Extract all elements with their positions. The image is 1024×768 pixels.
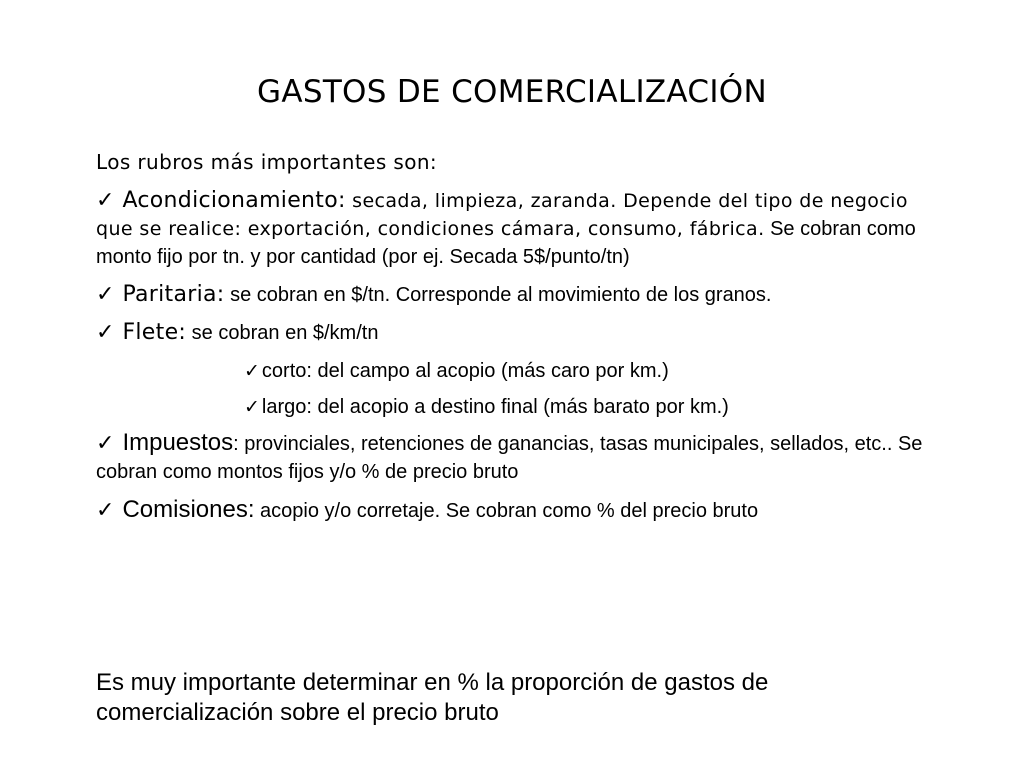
checkmark-icon: ✓ xyxy=(96,498,115,523)
item-description: : provinciales, retenciones de ganancias, tasas municipales, sellados, etc.. Se cobran como montos fijos y/o % de precio bruto xyxy=(96,433,923,483)
list-item-flete xyxy=(96,320,926,348)
list-item-impuestos xyxy=(96,430,926,487)
item-description: acopio y/o corretaje. Se cobran como % del precio bruto xyxy=(254,500,759,522)
item-keyword: Acondicionamiento: xyxy=(122,188,346,213)
checkmark-icon: ✓ xyxy=(96,188,115,213)
list-item-paritaria xyxy=(96,282,926,310)
sub-item-text: corto: del campo al acopio (más caro por km.) xyxy=(261,360,669,382)
list-item-comisiones xyxy=(96,497,926,526)
item-keyword: Impuestos xyxy=(122,429,234,456)
item-description: se cobran en $/km/tn xyxy=(186,322,379,344)
checkmark-icon: ✓ xyxy=(244,360,260,382)
page-title: GASTOS DE COMERCIALIZACIÓN xyxy=(257,74,767,110)
sub-item-corto xyxy=(244,358,926,384)
item-description-cont: Se cobran como monto fijo por tn. y por cantidad (por ej. Secada 5$/punto/tn) xyxy=(96,218,916,268)
sub-item-largo xyxy=(244,394,926,420)
item-keyword: Paritaria: xyxy=(122,282,225,307)
slide-body xyxy=(96,150,926,536)
checkmark-icon: ✓ xyxy=(244,396,260,418)
checkmark-icon: ✓ xyxy=(96,431,115,456)
list-item-acondicionamiento xyxy=(96,188,926,272)
item-keyword: Comisiones: xyxy=(122,496,255,523)
item-description: secada, limpieza, zaranda. Depende del tipo de negocio que se realice: exportación, condiciones cámara, consumo, fábrica. xyxy=(96,190,908,240)
item-keyword: Flete: xyxy=(122,320,187,345)
conclusion-text: Es muy importante determinar en % la proporción de gastos de comercialización sobre el precio bruto xyxy=(96,669,769,726)
sub-item-text: largo: del acopio a destino final (más barato por km.) xyxy=(261,396,729,418)
intro-text: Los rubros más importantes son: xyxy=(96,150,438,174)
item-description: se cobran en $/tn. Corresponde al movimiento de los granos. xyxy=(224,284,772,306)
checkmark-icon: ✓ xyxy=(96,320,115,345)
checkmark-icon: ✓ xyxy=(96,282,115,307)
